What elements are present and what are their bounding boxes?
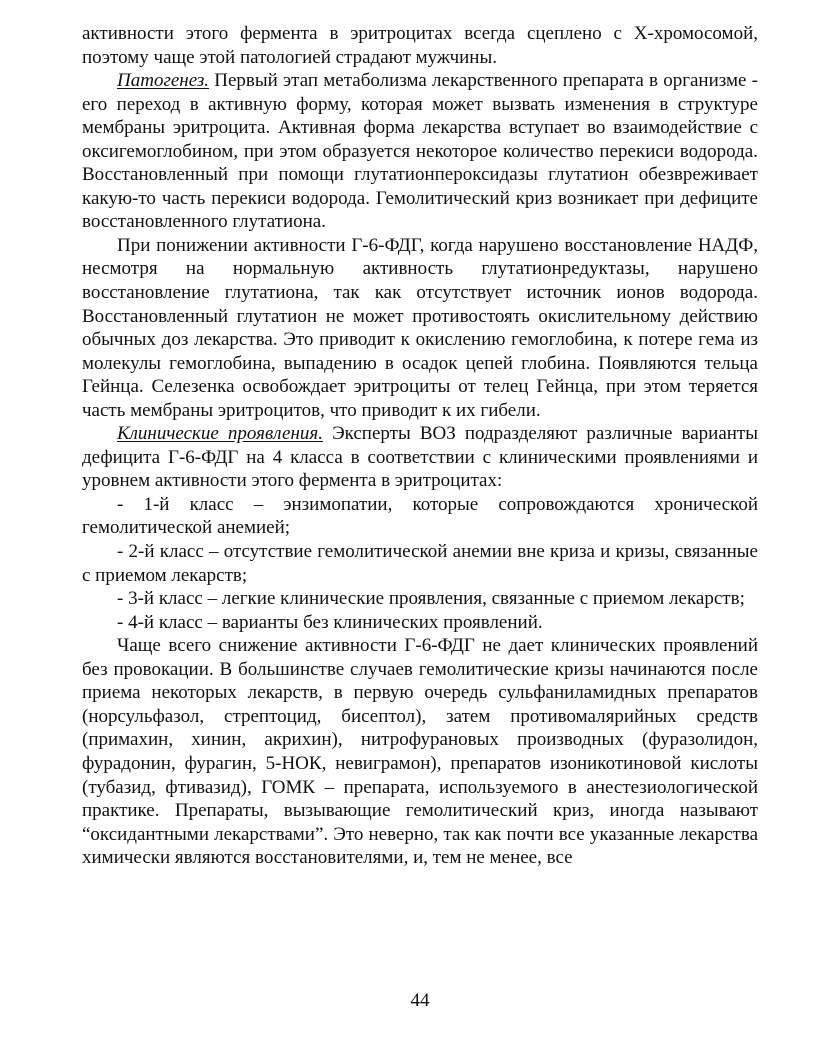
list-item: - 1-й класс – энзимопатии, которые сопровождаются хронической гемолитической анемией; (82, 493, 758, 539)
paragraph-pathogenesis-text: Первый этап метаболизма лекарственного препарата в организме - его переход в активную форму, которая может вызвать изменения в структуре мембраны эритроцита. Активная форма лекарства вступает во взаимодействие с оксигемоглобином, при этом образуется некоторое количество перекиси водорода. Восстановленный при помощи глутатионпероксидазы глутатион обезвреживает какую-то часть перекиси водорода. Гемолитический криз возникает при дефиците восстановленного глутатиона. (82, 70, 758, 233)
list-item: - 3-й класс – легкие клинические проявления, связанные с приемом лекарств; (117, 588, 745, 610)
paragraph-clinical-text: Эксперты ВОЗ подразделяют различные варианты дефицита Г-6-ФДГ на 4 класса в соответствии с клиническими проявлениями и уровнем активности этого фермента в эритроцитах: (82, 423, 758, 492)
paragraph-pathogenesis (82, 69, 758, 234)
paragraph-g6pd-activity: При понижении активности Г-6-ФДГ, когда нарушено восстановление НАДФ, несмотря на нормальную активность глутатионредуктазы, нарушено восстановление глутатиона, так как отсутствует источник ионов водорода. Восстановленный глутатион не может противостоять окислительному действию обычных доз лекарства. Это приводит к окислению гемоглобина, к потере гема из молекулы гемоглобина, выпадению в осадок цепей глобина. Появляются тельца Гейнца. Селезенка освобождает эритроциты от телец Гейнца, при этом теряется часть мембраны эритроцитов, что приводит к их гибели. (82, 234, 758, 421)
list-item: - 2-й класс – отсутствие гемолитической анемии вне криза и кризы, связанные с приемом лекарств; (82, 541, 758, 586)
paragraph-clinical (82, 422, 758, 493)
page-number: 44 (410, 990, 430, 1011)
document-page (82, 22, 758, 870)
list-item: - 4-й класс – варианты без клинических проявлений. (117, 611, 543, 633)
paragraph-continuation: активности этого фермента в эритроцитах всегда сцеплено с Х-хромосомой, поэтому чаще этой патологией страдают мужчины. (82, 23, 758, 68)
section-heading-clinical: Клинические проявления. (117, 423, 323, 445)
paragraph-provocation: Чаще всего снижение активности Г-6-ФДГ не дает клинических проявлений без провокации. В большинстве случаев гемолитические кризы начинаются после приема некоторых лекарств, в первую очередь сульфаниламидных препаратов (норсульфазол, стрептоцид, бисептол), затем противомалярийных средств (примахин, хинин, акрихин), нитрофурановых производных (фуразолидон, фурадонин, фурагин, 5-НОК, невиграмон), препаратов изоникотиновой кислоты (тубазид, фтивазид), ГОМК – препарата, используемого в анестезиологической практике. Препараты, вызывающие гемолитический криз, иногда называют “оксидантными лекарствами”. Это неверно, так как почти все указанные лекарства химически являются восстановителями, и, тем не менее, все (82, 635, 758, 869)
section-heading-pathogenesis: Патогенез. (117, 70, 210, 92)
